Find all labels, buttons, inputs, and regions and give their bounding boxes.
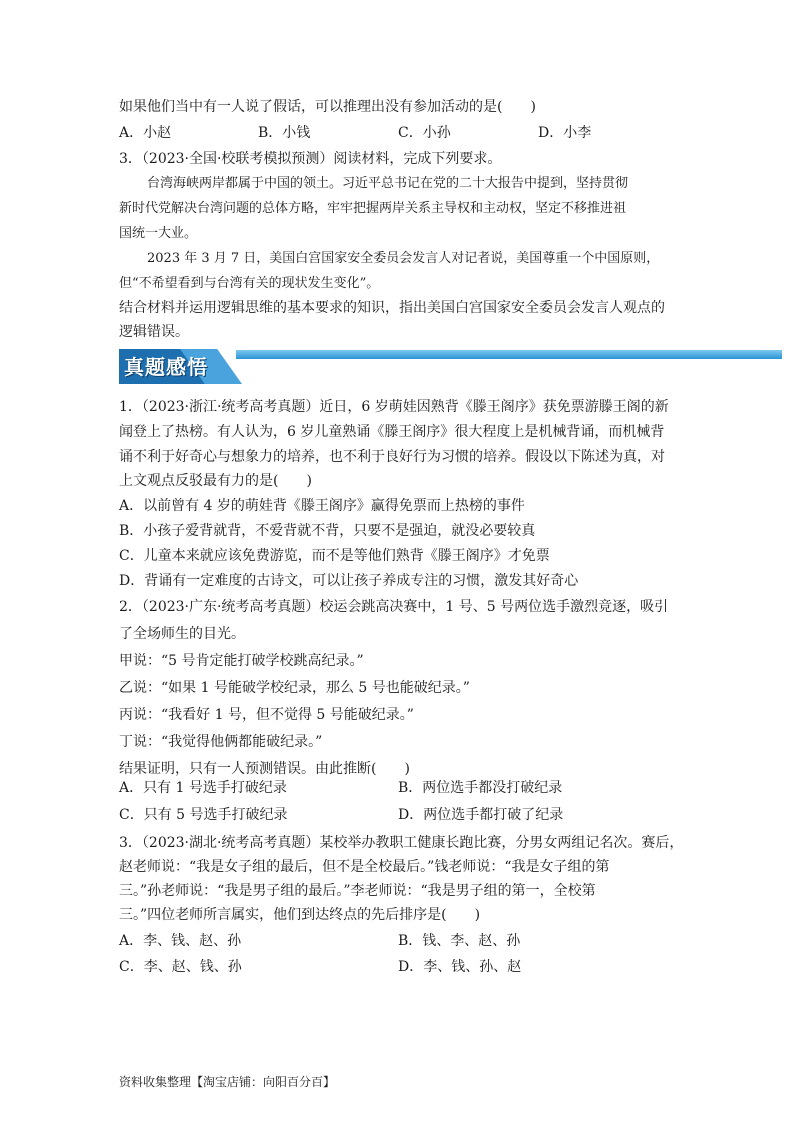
statement-ding: 丁说：“我觉得他俩都能破纪录。” [119,734,323,750]
option-d: D．李、钱、孙、赵 [398,959,522,975]
option-a: A．李、钱、赵、孙 [119,933,242,949]
question-line: 3．（2023·湖北·统考高考真题）某校举办教职工健康长跑比赛，分男女两组记名次。赛后， [119,835,684,851]
question-heading: 3．（2023·全国·校联考模拟预测）阅读材料，完成下列要求。 [119,151,502,167]
option-b: B．两位选手都没打破纪录 [398,780,563,796]
material-line: 2023 年 3 月 7 日，美国白宫国家安全委员会发言人对记者说，美国尊重一个中国原则， [147,251,660,266]
material-line: 新时代党解决台湾问题的总体方略，牢牢把握两岸关系主导权和主动权，坚定不移推进祖 [119,201,627,216]
page-footer: 资料收集整理【淘宝店铺：向阳百分百】 [119,1075,336,1089]
statement-yi: 乙说：“如果 1 号能破学校纪录，那么 5 号也能破纪录。” [119,680,470,696]
question-line: 三。”孙老师说：“我是男子组的最后。”李老师说：“我是男子组的第一，全校第 [119,883,596,899]
question-line: 三。”四位老师所言属实，他们到达终点的先后排序是( ) [119,907,481,923]
option-d: D．背诵有一定难度的古诗文，可以让孩子养成专注的习惯，激发其好奇心 [119,573,579,589]
statement-jia: 甲说：“5 号肯定能打破学校跳高纪录。” [119,653,364,669]
material-line: 国统一大业。 [119,226,198,241]
option-b: B．钱、李、赵、孙 [398,933,521,949]
section-banner-bar [236,350,782,359]
option-c: C．小孙 [398,125,451,141]
statement-bing: 丙说：“我看好 1 号，但不觉得 5 号能破纪录。” [119,707,414,723]
question-line: 诵不利于好奇心与想象力的培养，也不利于良好行为习惯的培养。假设以下陈述为真，对 [119,449,665,465]
question-line: 闻登上了热榜。有人认为，6 岁儿童熟诵《滕王阁序》很大程度上是机械背诵，而机械背 [119,424,665,440]
option-c: C．只有 5 号选手打破纪录 [119,807,288,823]
option-d: D．小李 [538,125,592,141]
question-line: 1．（2023·浙江·统考高考真题）近日，6 岁萌娃因熟背《滕王阁序》获免票游滕王阁的新 [119,399,669,415]
option-a: A．只有 1 号选手打破纪录 [119,780,287,796]
task-line: 逻辑错误。 [119,324,189,340]
question-line: 上文观点反驳最有力的是( ) [119,473,312,489]
option-c: C．儿童本来就应该免费游览，而不是等他们熟背《滕王阁序》才免票 [119,548,550,564]
material-line: 但“不希望看到与台湾有关的现状发生变化”。 [119,276,380,291]
question-line: 2．（2023·广东·统考高考真题）校运会跳高决赛中，1 号、5 号两位选手激烈竞逐，吸引 [119,599,669,615]
option-a: A．以前曾有 4 岁的萌娃背《滕王阁序》赢得免票而上热榜的事件 [119,498,525,514]
option-b: B．小钱 [258,125,311,141]
option-d: D．两位选手都打破了纪录 [398,807,564,823]
option-a: A．小赵 [119,125,172,141]
question-line: 结果证明，只有一人预测错误。由此推断( ) [119,761,410,777]
question-line: 赵老师说：“我是女子组的最后，但不是全校最后。”钱老师说：“我是女子组的第 [119,859,610,875]
option-c: C．李、赵、钱、孙 [119,959,242,975]
question-text: 如果他们当中有一人说了假话，可以推理出没有参加活动的是( ) [119,99,536,115]
question-line: 了全场师生的目光。 [119,626,245,642]
material-line: 台湾海峡两岸都属于中国的领土。习近平总书记在党的二十大报告中提到，坚持贯彻 [147,176,629,191]
task-line: 结合材料并运用逻辑思维的基本要求的知识，指出美国白宫国家安全委员会发言人观点的 [119,300,665,316]
option-b: B．小孩子爱背就背，不爱背就不背，只要不是强迫，就没必要较真 [119,523,536,539]
section-title: 真题感悟 [124,355,208,379]
